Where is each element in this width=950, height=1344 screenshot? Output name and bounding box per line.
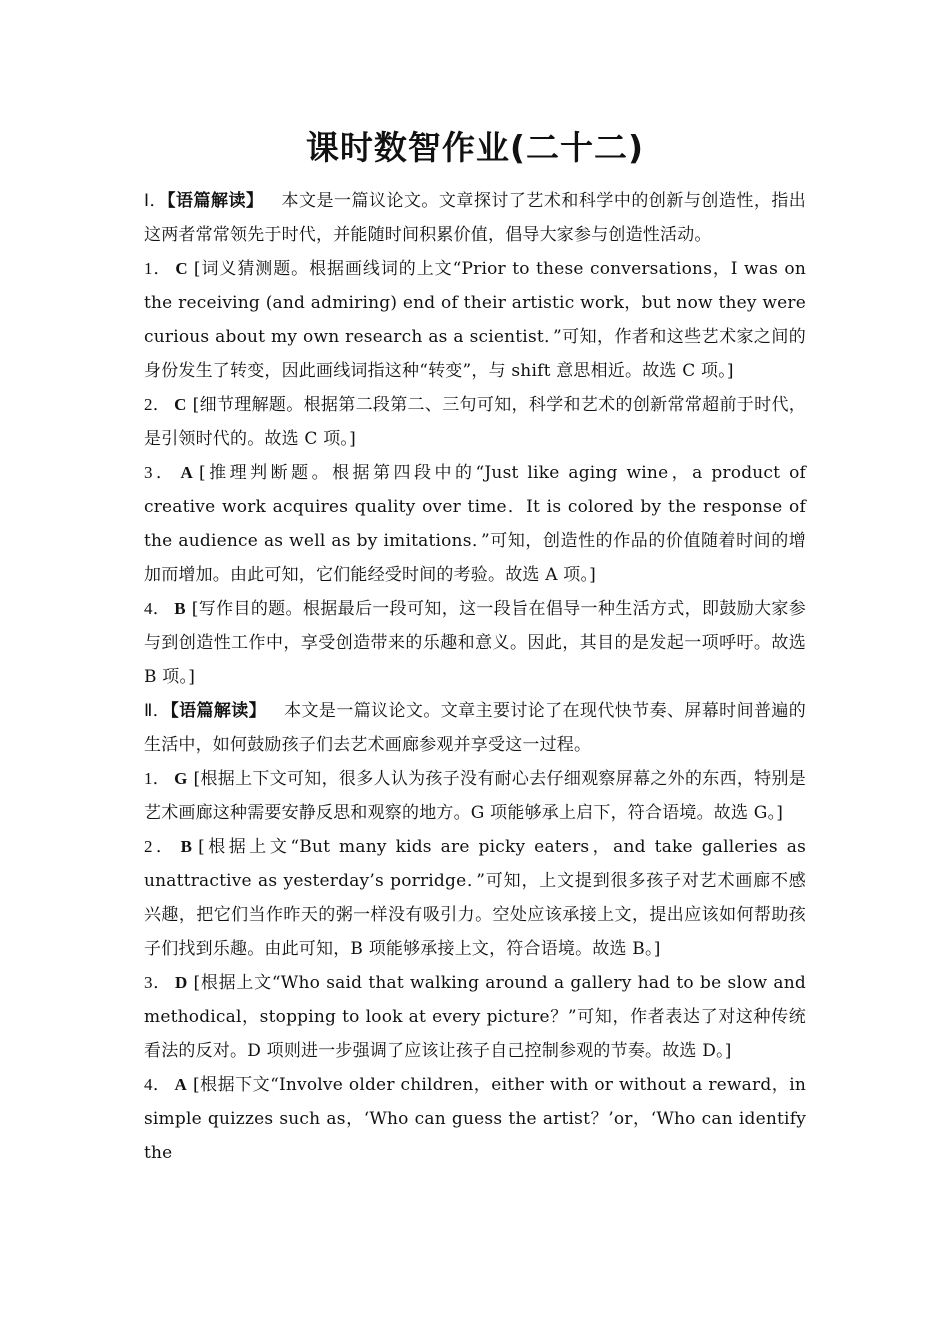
section1-item-4 bbox=[144, 592, 806, 694]
item-number: 1． bbox=[144, 259, 172, 278]
section1-item-2 bbox=[144, 388, 806, 456]
section2-tag: 【语篇解读】 bbox=[170, 701, 267, 721]
item-answer: A bbox=[180, 463, 193, 482]
item-number: 3． bbox=[144, 973, 172, 992]
item-explanation: [细节理解题。根据第二段第二、三句可知，科学和艺术的创新常常超前于时代，是引领时代的。故选 C 项。] bbox=[144, 395, 806, 449]
item-answer: A bbox=[174, 1075, 187, 1094]
item-number: 2． bbox=[144, 837, 177, 856]
item-number: 3． bbox=[144, 463, 177, 482]
item-answer: B bbox=[180, 837, 193, 856]
item-answer: D bbox=[175, 973, 188, 992]
item-explanation: [根据下文“Involve older children，either with or without a reward，in simple quizzes such as，‘Who can guess the artist？’or，‘Who can identify the bbox=[144, 1075, 806, 1163]
item-explanation: [推理判断题。根据第四段中的“Just like aging wine，a product of creative work acquires quality over time．It is colored by the response of the audience as well as by imitations．”可知，创造性的作品的价值随着时间的增加而增加。由此可知，它们能经受时间的考验。故选 A 项。] bbox=[144, 463, 807, 585]
section1-tag: 【语篇解读】 bbox=[167, 191, 264, 211]
section1-item-1 bbox=[144, 252, 806, 388]
item-answer: C bbox=[174, 395, 187, 414]
section1-summary-text: 本文是一篇议论文。文章探讨了艺术和科学中的创新与创造性，指出这两者常常领先于时代，并能随时间积累价值，倡导大家参与创造性活动。 bbox=[144, 191, 807, 245]
item-explanation: [写作目的题。根据最后一段可知，这一段旨在倡导一种生活方式，即鼓励大家参与到创造性工作中，享受创造带来的乐趣和意义。因此，其目的是发起一项呼吁。故选 B 项。] bbox=[144, 599, 806, 687]
item-number: 4． bbox=[144, 599, 171, 618]
section2-item-1 bbox=[144, 762, 806, 830]
section2-label: Ⅱ． bbox=[144, 701, 171, 720]
item-explanation: [根据上下文可知，很多人认为孩子没有耐心去仔细观察屏幕之外的东西，特别是艺术画廊这种需要安静反思和观察的地方。G 项能够承上启下，符合语境。故选 G。] bbox=[144, 769, 806, 823]
item-explanation: [根据上文“Who said that walking around a gallery had to be slow and methodical，stopping to look at every picture？”可知，作者表达了对这种传统看法的反对。D 项则进一步强调了应该让孩子自己控制参观的节奏。故选 D。] bbox=[144, 973, 806, 1061]
item-number: 4． bbox=[144, 1075, 171, 1094]
item-answer: G bbox=[174, 769, 188, 788]
item-number: 2． bbox=[144, 395, 171, 414]
item-number: 1． bbox=[144, 769, 171, 788]
item-explanation: [词义猜测题。根据画线词的上文“Prior to these conversations，I was on the receiving (and admiring) end of their artistic work，but now they were curious about my own research as a scientist．”可知，作者和这些艺术家之间的身份发生了转变，因此画线词指这种“转变”，与 shift 意思相近。故选 C 项。] bbox=[144, 259, 806, 381]
section1-label: Ⅰ． bbox=[144, 191, 168, 210]
section2-summary-text: 本文是一篇议论文。文章主要讨论了在现代快节奏、屏幕时间普遍的生活中，如何鼓励孩子们去艺术画廊参观并享受这一过程。 bbox=[144, 701, 806, 755]
section2-summary bbox=[144, 694, 806, 762]
section1-summary bbox=[144, 184, 806, 252]
section2-item-4 bbox=[144, 1068, 806, 1170]
item-answer: B bbox=[174, 599, 186, 618]
item-explanation: [根据上文“But many kids are picky eaters，and take galleries as unattractive as yesterday’s porridge．”可知，上文提到很多孩子对艺术画廊不感兴趣，把它们当作昨天的粥一样没有吸引力。空处应该承接上文，提出应该如何帮助孩子们找到乐趣。由此可知，B 项能够承接上文，符合语境。故选 B。] bbox=[144, 837, 807, 959]
section2-item-3 bbox=[144, 966, 806, 1068]
page-title: 课时数智作业(二十二) bbox=[305, 128, 645, 167]
section1-item-3 bbox=[144, 456, 806, 592]
section2-item-2 bbox=[144, 830, 806, 966]
item-answer: C bbox=[175, 259, 188, 278]
document-page bbox=[144, 124, 806, 1170]
